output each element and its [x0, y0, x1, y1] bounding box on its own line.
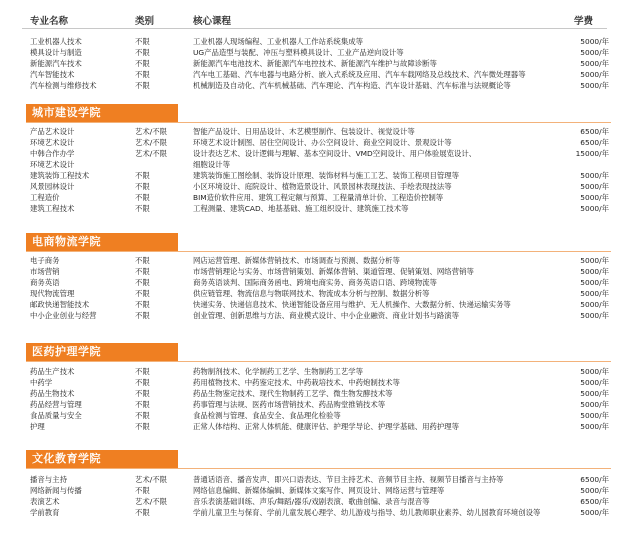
major-category: 不限 [135, 171, 150, 180]
header-major-name: 专业名称 [30, 16, 69, 27]
table-row [0, 193, 625, 203]
major-name: 环境艺术设计 [30, 138, 75, 147]
major-category: 不限 [135, 256, 150, 265]
major-courses: 新能源汽车电池技术、新能源汽车电控技术、新能源汽车维护与故障诊断等 [193, 59, 437, 68]
major-name: 环境艺术设计 [30, 160, 75, 169]
major-courses: 供应链管理、物流信息与物联网技术、物流成本分析与控制、数据分析等 [193, 289, 430, 298]
major-name: 邮政快递智能技术 [30, 300, 90, 309]
major-category: 不限 [135, 289, 150, 298]
section-divider [26, 122, 611, 123]
major-category: 不限 [135, 70, 150, 79]
table-row [0, 497, 625, 507]
major-name: 现代物流管理 [30, 289, 75, 298]
table-row [0, 300, 625, 310]
major-name: 药品生产技术 [30, 367, 75, 376]
major-courses: 商务英语谈判、国际商务函电、跨境电商实务、商务英语口语、跨境物流等 [193, 278, 437, 287]
table-row [0, 508, 625, 518]
major-category: 不限 [135, 267, 150, 276]
major-category: 艺术/不限 [135, 138, 168, 147]
section-title-medicine-nursing: 医药护理学院 [26, 343, 178, 361]
major-fee: 5000/年 [580, 311, 609, 320]
major-name: 建筑工程技术 [30, 204, 75, 213]
section-title-urban-construction: 城市建设学院 [26, 104, 178, 122]
major-name: 新能源汽车技术 [30, 59, 82, 68]
major-fee: 6500/年 [580, 138, 609, 147]
table-row [0, 289, 625, 299]
major-fee: 5000/年 [580, 59, 609, 68]
major-fee: 5000/年 [580, 171, 609, 180]
major-courses: 细胞设计等 [193, 160, 230, 169]
major-courses: 设计表达艺术、设计逻辑与理解、基本空间设计、VMD空间设计、用户体验展览设计、 [193, 149, 477, 158]
major-name: 学前教育 [30, 508, 60, 517]
section-divider [26, 468, 611, 469]
major-category: 不限 [135, 311, 150, 320]
major-category: 不限 [135, 411, 150, 420]
header-category: 类别 [135, 16, 155, 27]
major-category: 不限 [135, 81, 150, 90]
major-courses: BIM造价软件应用、建筑工程定额与预算、工程量清单计价、工程造价控制等 [193, 193, 444, 202]
major-name: 中药学 [30, 378, 53, 387]
table-row [0, 400, 625, 410]
major-name: 工业机器人技术 [30, 37, 82, 46]
major-courses: 学前儿童卫生与保育、学前儿童发展心理学、幼儿游戏与指导、幼儿教师职业素养、幼儿园教育环境创设等 [193, 508, 541, 517]
section-divider [26, 361, 611, 362]
table-row [0, 138, 625, 148]
major-fee: 5000/年 [580, 48, 609, 57]
major-category: 不限 [135, 278, 150, 287]
section-title-ecommerce-logistics: 电商物流学院 [26, 233, 178, 251]
table-row [0, 256, 625, 266]
section-divider [26, 251, 611, 252]
major-courses: 快递实务、快递信息技术、快递智能设备应用与维护、无人机操作、大数据分析、快递运输实务等 [193, 300, 511, 309]
major-name: 汽车检测与维修技术 [30, 81, 97, 90]
major-fee: 5000/年 [580, 300, 609, 309]
header-tuition: 学费 [574, 16, 594, 27]
major-name: 工程造价 [30, 193, 60, 202]
major-fee: 5000/年 [580, 389, 609, 398]
major-courses: UG产品造型与装配、冲压与塑料模具设计、工业产品逆向设计等 [193, 48, 404, 57]
table-row [0, 171, 625, 181]
table-row [0, 267, 625, 277]
table-row [0, 37, 625, 47]
major-name: 商务英语 [30, 278, 60, 287]
table-row [0, 411, 625, 421]
major-fee: 5000/年 [580, 508, 609, 517]
major-name: 市场营销 [30, 267, 60, 276]
major-fee: 5000/年 [580, 422, 609, 431]
major-category: 不限 [135, 204, 150, 213]
header-divider [22, 28, 607, 29]
major-fee: 5000/年 [580, 182, 609, 191]
major-category: 不限 [135, 508, 150, 517]
major-fee: 6500/年 [580, 127, 609, 136]
major-category: 不限 [135, 389, 150, 398]
major-name: 中小企业创业与经营 [30, 311, 97, 320]
major-courses: 食品检测与管理、食品安全、食品理化检验等 [193, 411, 341, 420]
major-courses: 药用植物技术、中药鉴定技术、中药栽培技术、中药炮制技术等 [193, 378, 400, 387]
major-name: 播音与主持 [30, 475, 67, 484]
table-row [0, 182, 625, 192]
major-name: 药品生物技术 [30, 389, 75, 398]
major-courses: 网络信息编辑、新媒体编辑、新媒体文案写作、网页设计、网络运营与管理等 [193, 486, 445, 495]
table-row [0, 48, 625, 58]
major-category: 艺术/不限 [135, 149, 168, 158]
major-courses: 创业管理、创新思维与方法、商业模式设计、中小企业融资、商业计划书与路演等 [193, 311, 460, 320]
table-row [0, 367, 625, 377]
table-row [0, 378, 625, 388]
major-name: 药品经营与管理 [30, 400, 82, 409]
major-category: 不限 [135, 37, 150, 46]
table-row [0, 149, 625, 159]
major-fee: 6500/年 [580, 475, 609, 484]
major-category: 艺术/不限 [135, 497, 168, 506]
major-courses: 药物制剂技术、化学制药工艺学、生物制药工艺学等 [193, 367, 363, 376]
table-row [0, 422, 625, 432]
major-fee: 5000/年 [580, 204, 609, 213]
table-row [0, 486, 625, 496]
major-category: 不限 [135, 193, 150, 202]
table-row [0, 70, 625, 80]
section-title-culture-education: 文化教育学院 [26, 450, 178, 468]
major-name: 模具设计与制造 [30, 48, 82, 57]
major-fee: 5000/年 [580, 411, 609, 420]
major-category: 不限 [135, 300, 150, 309]
major-fee: 5000/年 [580, 289, 609, 298]
header-core-courses: 核心课程 [193, 16, 232, 27]
major-courses: 药品生物鉴定技术、现代生物制药工艺学、微生物发酵技术等 [193, 389, 393, 398]
major-category: 不限 [135, 367, 150, 376]
major-courses: 建筑装饰施工图绘制、装饰设计原理、装饰材料与施工工艺、装饰工程项目管理等 [193, 171, 460, 180]
major-fee: 6500/年 [580, 497, 609, 506]
major-courses: 药事管理与法规、医药市场营销技术、药品购堂推销技术等 [193, 400, 386, 409]
major-category: 不限 [135, 182, 150, 191]
major-courses: 机械制造及自动化、汽车机械基础、汽车理论、汽车构造、汽车设计基础、汽车标准与法规概论等 [193, 81, 511, 90]
major-category: 不限 [135, 378, 150, 387]
major-name: 汽车智能技术 [30, 70, 75, 79]
table-row [0, 59, 625, 69]
major-name: 建筑装饰工程技术 [30, 171, 90, 180]
major-name: 电子商务 [30, 256, 60, 265]
major-fee: 5000/年 [580, 81, 609, 90]
major-courses: 环境艺术设计制图、居住空间设计、办公空间设计、商业空间设计、景观设计等 [193, 138, 452, 147]
major-courses: 工业机器人现场编程、工业机器人工作站系统集成等 [193, 37, 363, 46]
major-name: 风景园林设计 [30, 182, 75, 191]
table-row [0, 475, 625, 485]
major-fee: 5000/年 [580, 193, 609, 202]
major-category: 艺术/不限 [135, 475, 168, 484]
major-courses: 市场营销理论与实务、市场营销策划、新媒体营销、渠道管理、促销策划、网络营销等 [193, 267, 474, 276]
major-category: 不限 [135, 48, 150, 57]
table-row [0, 278, 625, 288]
table-row [0, 160, 625, 170]
major-name: 食品质量与安全 [30, 411, 82, 420]
table-row [0, 81, 625, 91]
major-fee: 5000/年 [580, 367, 609, 376]
major-fee: 5000/年 [580, 278, 609, 287]
major-fee: 15000/年 [575, 149, 609, 158]
major-courses: 工程测量、建筑CAD、地基基础、施工组织设计、建筑施工技术等 [193, 204, 409, 213]
table-row [0, 127, 625, 137]
table-row [0, 311, 625, 321]
major-courses: 智能产品设计、日用品设计、木艺模型制作、包装设计、视觉设计等 [193, 127, 415, 136]
major-name: 产品艺术设计 [30, 127, 75, 136]
major-category: 不限 [135, 59, 150, 68]
major-courses: 正常人体结构、正常人体机能、健康评估、护理学导论、护理学基础、用药护理等 [193, 422, 460, 431]
major-fee: 5000/年 [580, 400, 609, 409]
major-category: 不限 [135, 486, 150, 495]
major-fee: 5000/年 [580, 70, 609, 79]
major-courses: 音乐表演基础训练、声乐/舞蹈/器乐/戏剧表演、歌曲创编、录音与混音等 [193, 497, 430, 506]
major-fee: 5000/年 [580, 267, 609, 276]
major-courses: 汽车电工基础、汽车电器与电路分析、嵌入式系统及应用、汽车车载网络及总线技术、汽车微处理器等 [193, 70, 526, 79]
major-fee: 5000/年 [580, 256, 609, 265]
major-courses: 网店运营管理、新媒体营销技术、市场调查与预测、数据分析等 [193, 256, 400, 265]
major-category: 艺术/不限 [135, 127, 168, 136]
major-category: 不限 [135, 422, 150, 431]
major-category: 不限 [135, 400, 150, 409]
major-fee: 5000/年 [580, 378, 609, 387]
table-row [0, 204, 625, 214]
major-name: 护理 [30, 422, 45, 431]
major-name: 中韩合作办学 [30, 149, 75, 158]
major-fee: 5000/年 [580, 486, 609, 495]
major-fee: 5000/年 [580, 37, 609, 46]
major-name: 网络新闻与传播 [30, 486, 82, 495]
major-courses: 小区环境设计、庭院设计、植物造景设计、风景园林表现技法、手绘表现技法等 [193, 182, 452, 191]
table-row [0, 389, 625, 399]
major-name: 表演艺术 [30, 497, 60, 506]
major-courses: 普通话语音、播音发声、即兴口语表达、节目主持艺术、音频节目主持、视频节目播音与主持等 [193, 475, 504, 484]
